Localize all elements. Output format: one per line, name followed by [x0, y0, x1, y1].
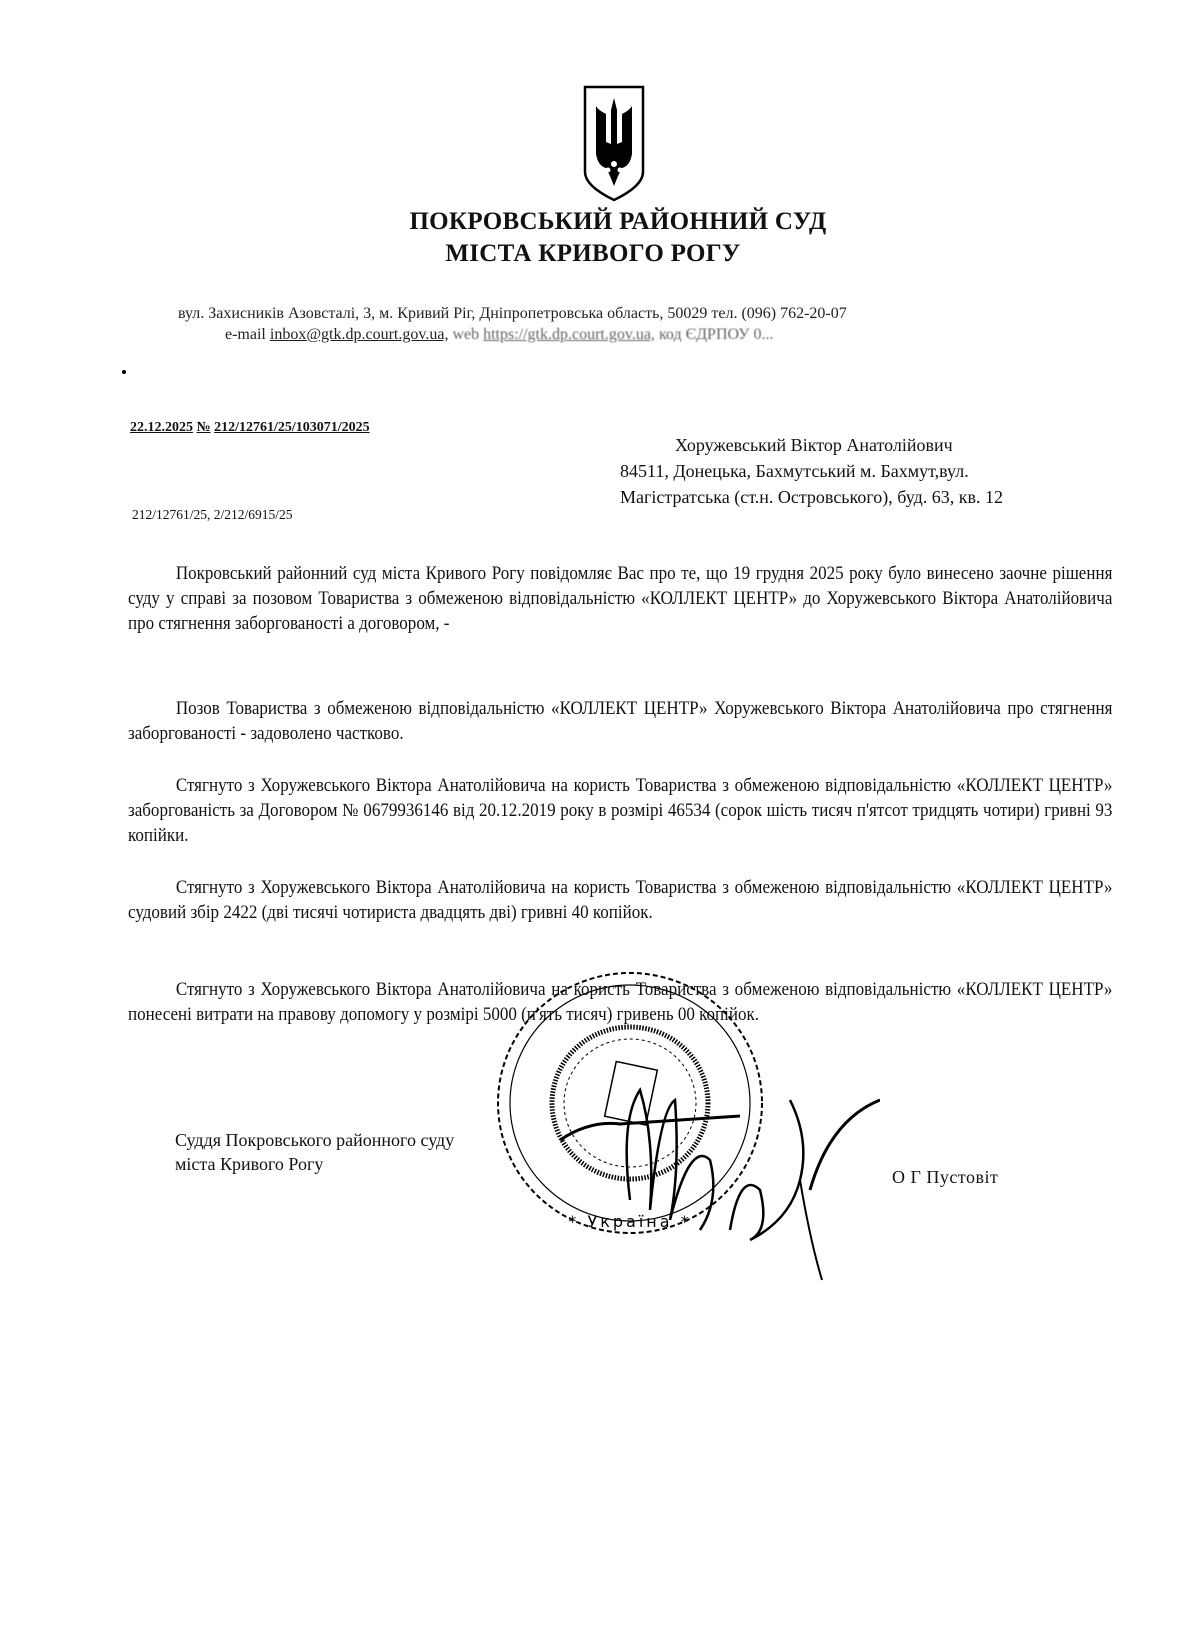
debt-recovery-paragraph: Стягнуто з Хоружевського Віктора Анатолійовича на користь Товариства з обмеженою відповідальністю «КОЛЛЕКТ ЦЕНТР» заборгованість за Договором № 0679936146 від 20.12.2019 року в розмірі 46534 (сорок шість тисяч п'ятсот тридцять чотири) гривні 93 копійки. — [128, 776, 1113, 846]
court-name-line2: МІСТА КРИВОГО РОГУ — [445, 240, 741, 267]
web-label: web — [452, 326, 480, 343]
claim-result-paragraph: Позов Товариства з обмеженою відповідальністю «КОЛЛЕКТ ЦЕНТР» Хоружевського Віктора Анатолійовича про стягнення заборгованості - задоволено частково. — [128, 699, 1113, 744]
recipient-block — [620, 432, 1120, 510]
email-link[interactable]: inbox@gtk.dp.court.gov.ua, — [269, 326, 449, 343]
recipient-address-line1: 84511, Донецька, Бахмутський м. Бахмут,вул. — [620, 461, 969, 481]
recipient-address-line2: Магістратська (ст.н. Островського), буд. 63, кв. 12 — [620, 487, 1004, 507]
judge-title — [175, 1128, 454, 1176]
court-fee-paragraph: Стягнуто з Хоружевського Віктора Анатолійовича на користь Товариства з обмеженою відповідальністю «КОЛЛЕКТ ЦЕНТР» судовий збір 2422 (дві тисячі чотириста двадцять дві) гривні 40 копійок. — [128, 878, 1113, 923]
svg-text:* Україна *: * Україна * — [568, 1212, 692, 1231]
handwritten-signature-icon — [560, 1080, 880, 1290]
judge-title-line1: Суддя Покровського районного суду — [175, 1130, 455, 1150]
recipient-name: Хоружевський Віктор Анатолійович — [675, 435, 953, 455]
scan-artifact-dot — [122, 370, 126, 374]
outgoing-number: 212/12761/25/103071/2025 — [214, 420, 370, 435]
notice-paragraph: Покровський районний суд міста Кривого Рогу повідомляє Вас про те, що 19 грудня 2025 року було винесено заочне рішення суду у справі за позовом Товариства з обмеженою відповідальністю «КОЛЛЕКТ ЦЕНТР» до Хоружевського Віктора Анатолійовича про стягнення заборгованості а договором, - — [128, 564, 1113, 634]
judge-name: О Г Пустовіт — [892, 1167, 999, 1187]
outgoing-date: 22.12.2025 — [130, 420, 193, 435]
judge-title-line2: міста Кривого Рогу — [175, 1154, 324, 1174]
email-label: e-mail — [225, 326, 266, 343]
court-name-line1: ПОКРОВСЬКИЙ РАЙОННИЙ СУД — [409, 208, 827, 235]
outgoing-reference — [130, 420, 370, 436]
edrpou-code: код ЄДРПОУ 0... — [658, 326, 774, 343]
trident-coat-of-arms-icon — [582, 84, 646, 202]
legal-costs-paragraph: Стягнуто з Хоружевського Віктора Анатолійовича на користь Товариства з обмеженою відповідальністю «КОЛЛЕКТ ЦЕНТР» понесені витрати на правову допомогу у розмірі 5000 (п'ять тисяч) гривень 00 копійок. — [128, 980, 1113, 1025]
court-contacts — [225, 325, 774, 345]
number-sign: № — [196, 420, 211, 435]
court-address: вул. Захисників Азовсталі, 3, м. Кривий Ріг, Дніпропетровська область, 50029 тел. (096) 762-20-07 — [178, 305, 847, 322]
case-numbers: 212/12761/25, 2/212/6915/25 — [132, 507, 293, 522]
web-link[interactable]: https://gtk.dp.court.gov.ua, — [483, 326, 655, 343]
